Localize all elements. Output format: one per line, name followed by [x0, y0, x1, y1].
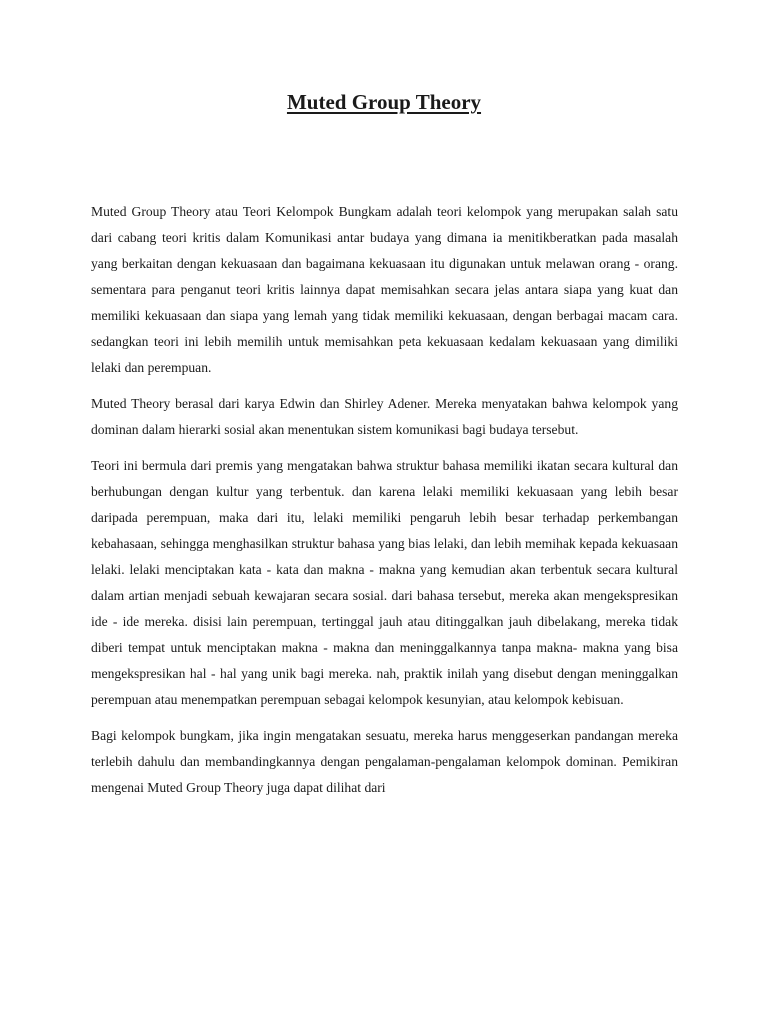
document-body: [91, 199, 678, 811]
paragraph-2: Muted Theory berasal dari karya Edwin dan Shirley Adener. Mereka menyatakan bahwa kelompok yang dominan dalam hierarki sosial akan menentukan sistem komunikasi bagi budaya tersebut.: [91, 396, 678, 437]
document-title: Muted Group Theory: [286, 90, 482, 114]
paragraph-1: Muted Group Theory atau Teori Kelompok Bungkam adalah teori kelompok yang merupakan salah satu dari cabang teori kritis dalam Komunikasi antar budaya yang dimana ia menitikberatkan pada masalah yang berkaitan dengan kekuasaan dan bagaimana kekuasaan itu digunakan untuk melawan orang - orang. sementara para penganut teori kritis lainnya dapat memisahkan secara jelas antara siapa yang kuat dan memiliki kekuasaan dan siapa yang lemah yang tidak memiliki kekuasaan, dengan berbagai macam cara. sedangkan teori ini lebih memilih untuk memisahkan peta kekuasaan kedalam kekuasaan yang dimiliki lelaki dan perempuan.: [91, 204, 678, 375]
paragraph-4: Bagi kelompok bungkam, jika ingin mengatakan sesuatu, mereka harus menggeserkan pandangan mereka terlebih dahulu dan membandingkannya dengan pengalaman-pengalaman kelompok dominan. Pemikiran mengenai Muted Group Theory juga dapat dilihat dari: [91, 728, 678, 795]
paragraph-3: Teori ini bermula dari premis yang mengatakan bahwa struktur bahasa memiliki ikatan secara kultural dan berhubungan dengan kultur yang terbentuk. dan karena lelaki memiliki kekuasaan yang lebih besar daripada perempuan, maka dari itu, lelaki memiliki pengaruh lebih besar terhadap perkembangan kebahasaan, sehingga menghasilkan struktur bahasa yang bias lelaki, dan lebih memihak kepada kekuasaan lelaki. lelaki menciptakan kata - kata dan makna - makna yang kemudian akan terbentuk secara kultural dalam artian menjadi sebuah kewajaran secara sosial. dari bahasa tersebut, mereka akan mengekspresikan ide - ide mereka. disisi lain perempuan, tertinggal jauh atau ditinggalkan jauh dibelakang, mereka tidak diberi tempat untuk menciptakan makna - makna dan meninggalkannya tanpa makna- makna yang bisa mengekspresikan hal - hal yang unik bagi mereka. nah, praktik inilah yang disebut dengan meninggalkan perempuan atau menempatkan perempuan sebagai kelompok kesunyian, atau kelompok kebisuan.: [91, 458, 678, 707]
